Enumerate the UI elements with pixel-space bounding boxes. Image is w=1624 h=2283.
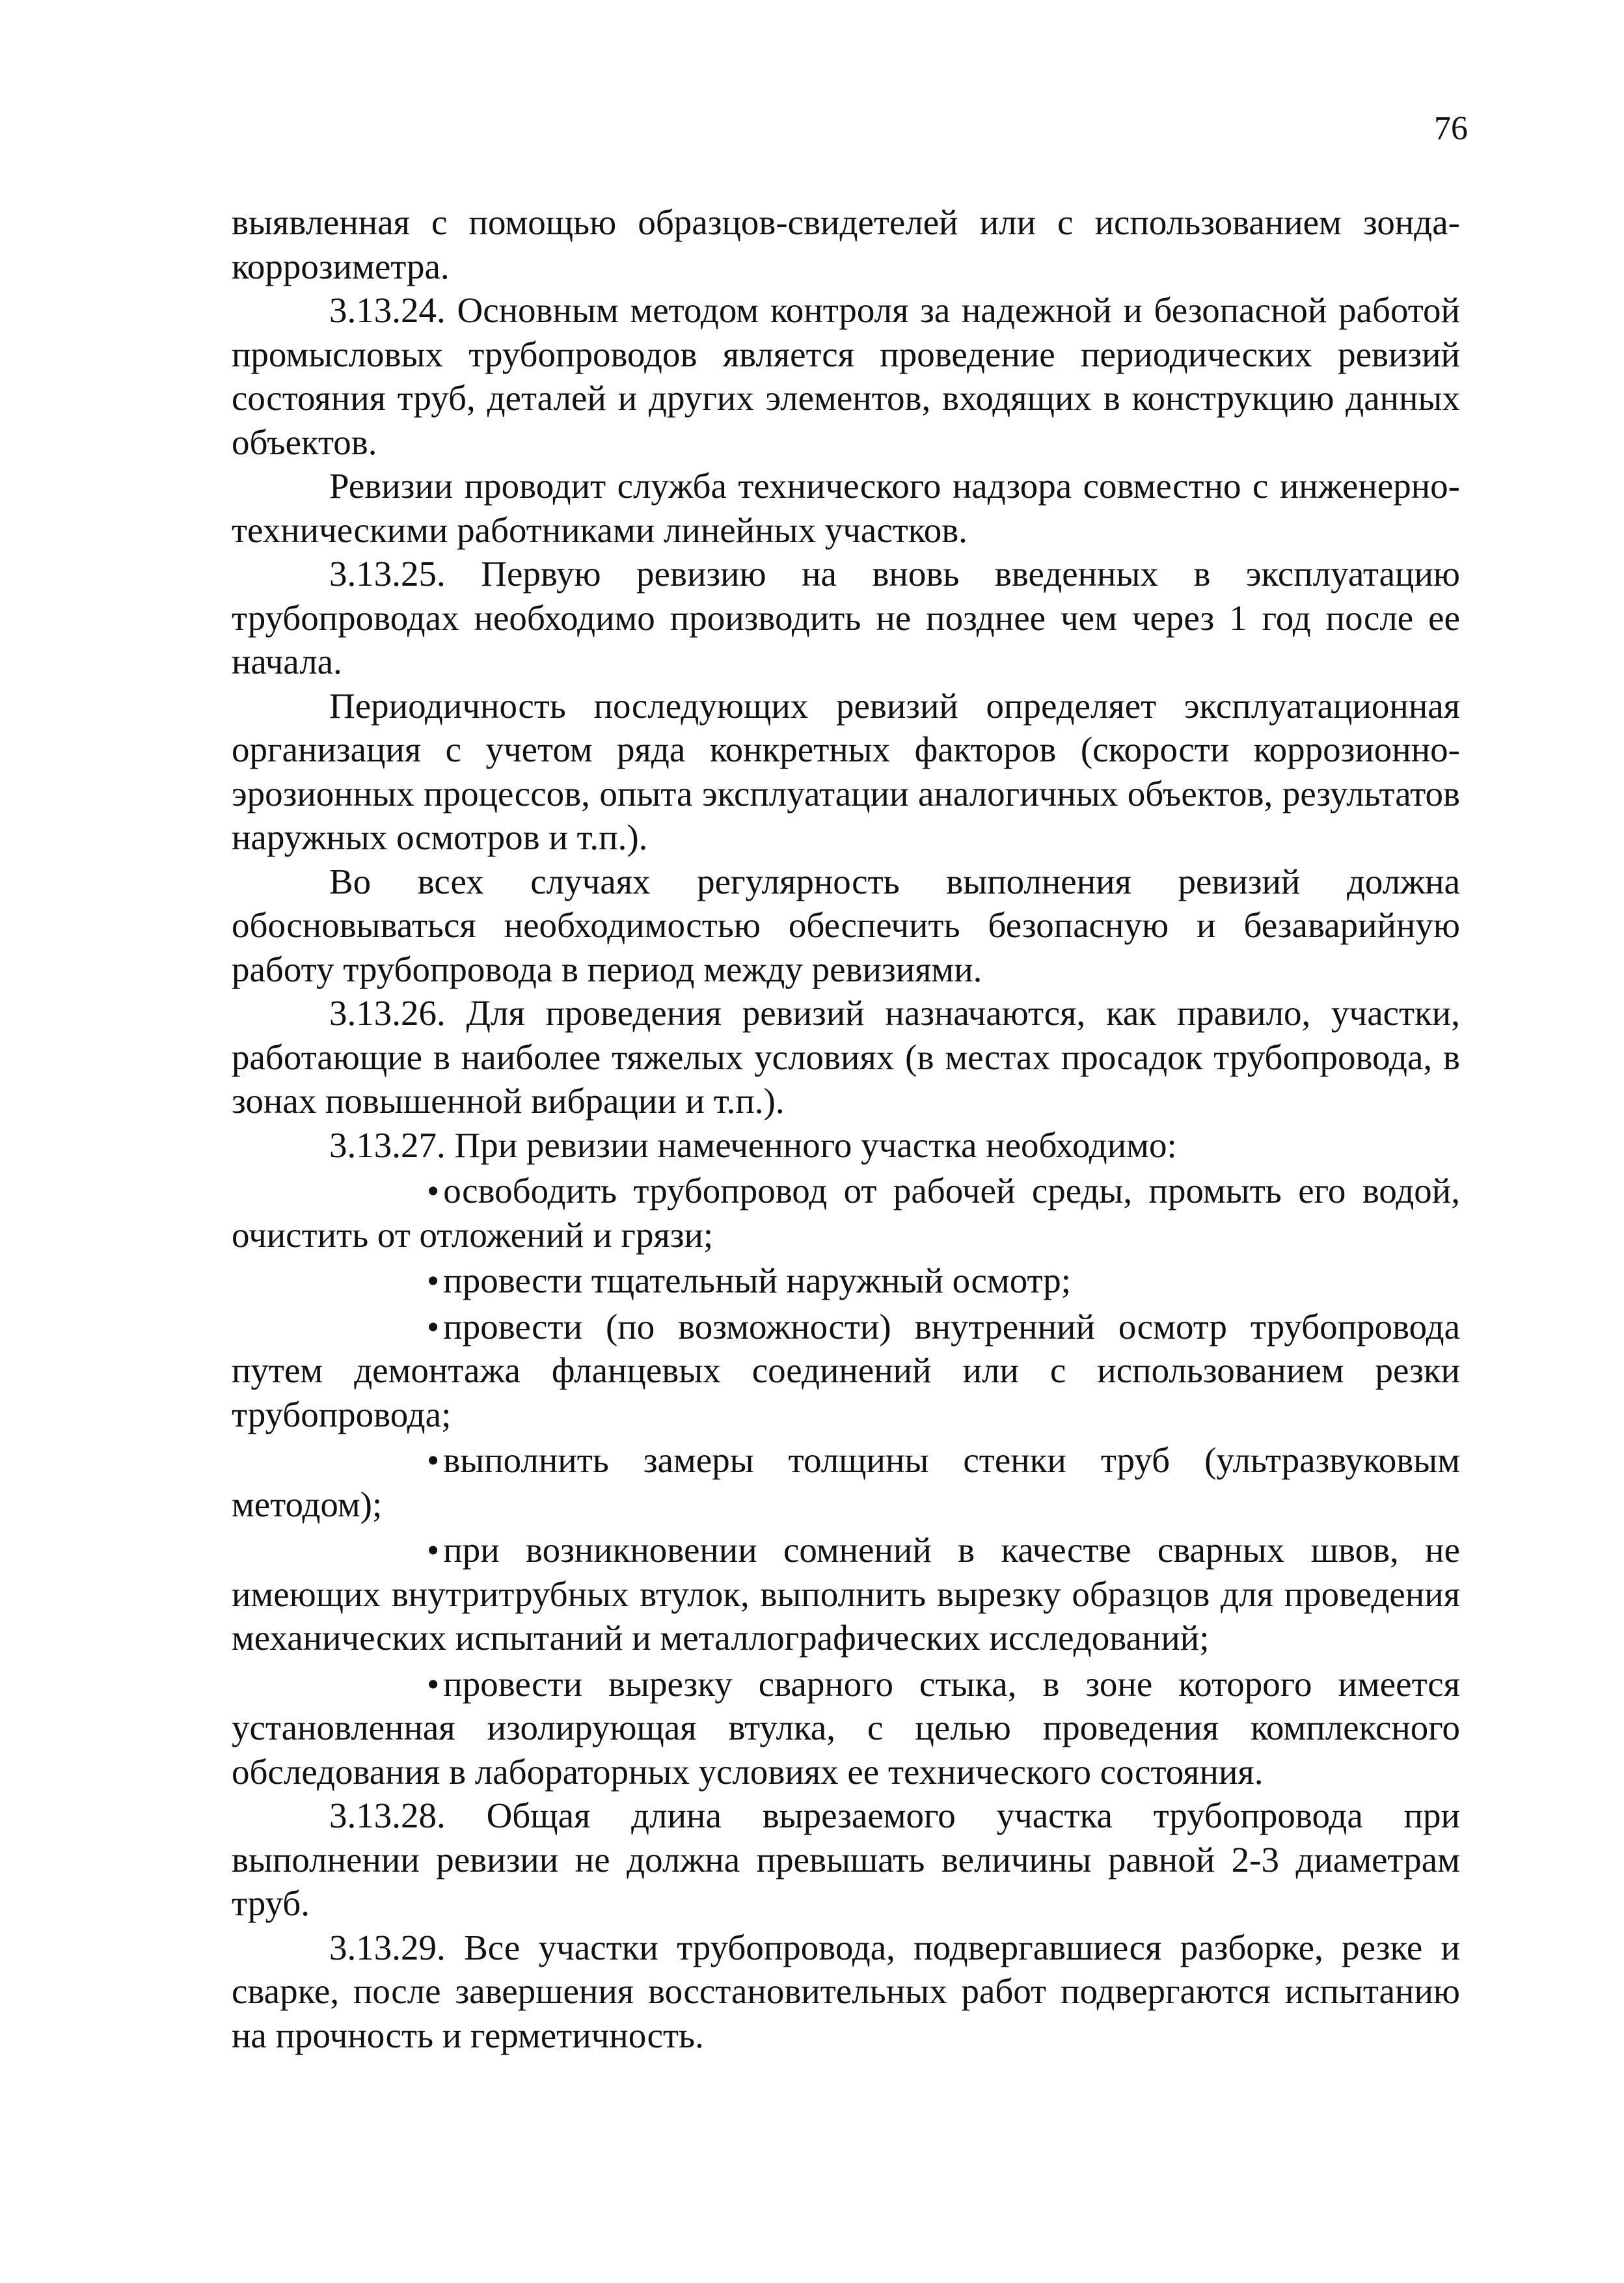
paragraph: Во всех случаях регулярность выполнения ревизий должна обосновываться необходимостью обеспечить безопасную и безаварийную работу трубопровода в период между ревизиями. xyxy=(232,861,1460,989)
paragraph: выявленная с помощью образцов-свидетелей или с использованием зонда-коррозиметра. xyxy=(232,202,1460,286)
paragraph: Ревизии проводит служба технического надзора совместно с инженерно-техническими работниками линейных участков. xyxy=(232,466,1460,550)
paragraph: 3.13.26. Для проведения ревизий назначаются, как правило, участки, работающие в наиболее тяжелых условиях (в местах просадок трубопровода, в зонах повышенной вибрации и т.п.). xyxy=(232,993,1460,1121)
paragraph: 3.13.28. Общая длина вырезаемого участка трубопровода при выполнении ревизии не должна превышать величины равной 2-3 диаметрам труб. xyxy=(232,1796,1460,1923)
bullet-item xyxy=(232,1169,1460,1257)
bullet-text: провести (по возможности) внутренний осмотр трубопровода путем демонтажа фланцевых соединений или с использованием резки трубопровода; xyxy=(232,1306,1460,1434)
bullet-icon: • xyxy=(427,1440,440,1480)
bullet-text: провести вырезку сварного стыка, в зоне которого имеется установленная изолирующая втулка, с целью проведения комплексного обследования в лабораторных условиях ее технического состояния. xyxy=(232,1663,1460,1792)
paragraph: 3.13.27. При ревизии намеченного участка необходимо: xyxy=(329,1125,1177,1165)
bullet-icon: • xyxy=(427,1306,440,1347)
bullet-icon: • xyxy=(427,1171,440,1210)
paragraph: 3.13.25. Первую ревизию на вновь введенных в эксплуатацию трубопроводах необходимо производить не позднее чем через 1 год после ее начала. xyxy=(232,554,1460,681)
bullet-icon: • xyxy=(427,1663,440,1704)
bullet-item xyxy=(232,1528,1460,1660)
page-number: 76 xyxy=(1434,110,1468,147)
paragraph: 3.13.29. Все участки трубопровода, подвергавшиеся разборке, резке и сварке, после завершения восстановительных работ подвергаются испытанию на прочность и герметичность. xyxy=(232,1927,1460,2055)
bullet-text: освободить трубопровод от рабочей среды, промыть его водой, очистить от отложений и грязи; xyxy=(232,1171,1460,1255)
bullet-icon: • xyxy=(427,1261,440,1300)
bullet-item xyxy=(232,1662,1460,1794)
bullet-text: выполнить замеры толщины стенки труб (ультразвуковым методом); xyxy=(232,1440,1460,1524)
bullet-item xyxy=(232,1305,1460,1437)
bullet-item xyxy=(232,1259,1460,1303)
bullet-text: провести тщательный наружный осмотр; xyxy=(443,1261,1071,1300)
paragraph: Периодичность последующих ревизий определяет эксплуатационная организация с учетом ряда конкретных факторов (скорости коррозионно-эрозионных процессов, опыта эксплуатации аналогичных объектов, результатов наружных осмотров и т.п.). xyxy=(232,685,1460,857)
bullet-text: при возникновении сомнений в качестве сварных швов, не имеющих внутритрубных втулок, выполнить вырезку образцов для проведения механических испытаний и металлографических исследований; xyxy=(232,1530,1460,1658)
document-body xyxy=(232,200,1460,2057)
paragraph: 3.13.24. Основным методом контроля за надежной и безопасной работой промысловых трубопроводов является проведение периодических ревизий состояния труб, деталей и других элементов, входящих в конструкцию данных объектов. xyxy=(232,290,1460,462)
bullet-icon: • xyxy=(427,1530,440,1570)
bullet-item xyxy=(232,1438,1460,1526)
